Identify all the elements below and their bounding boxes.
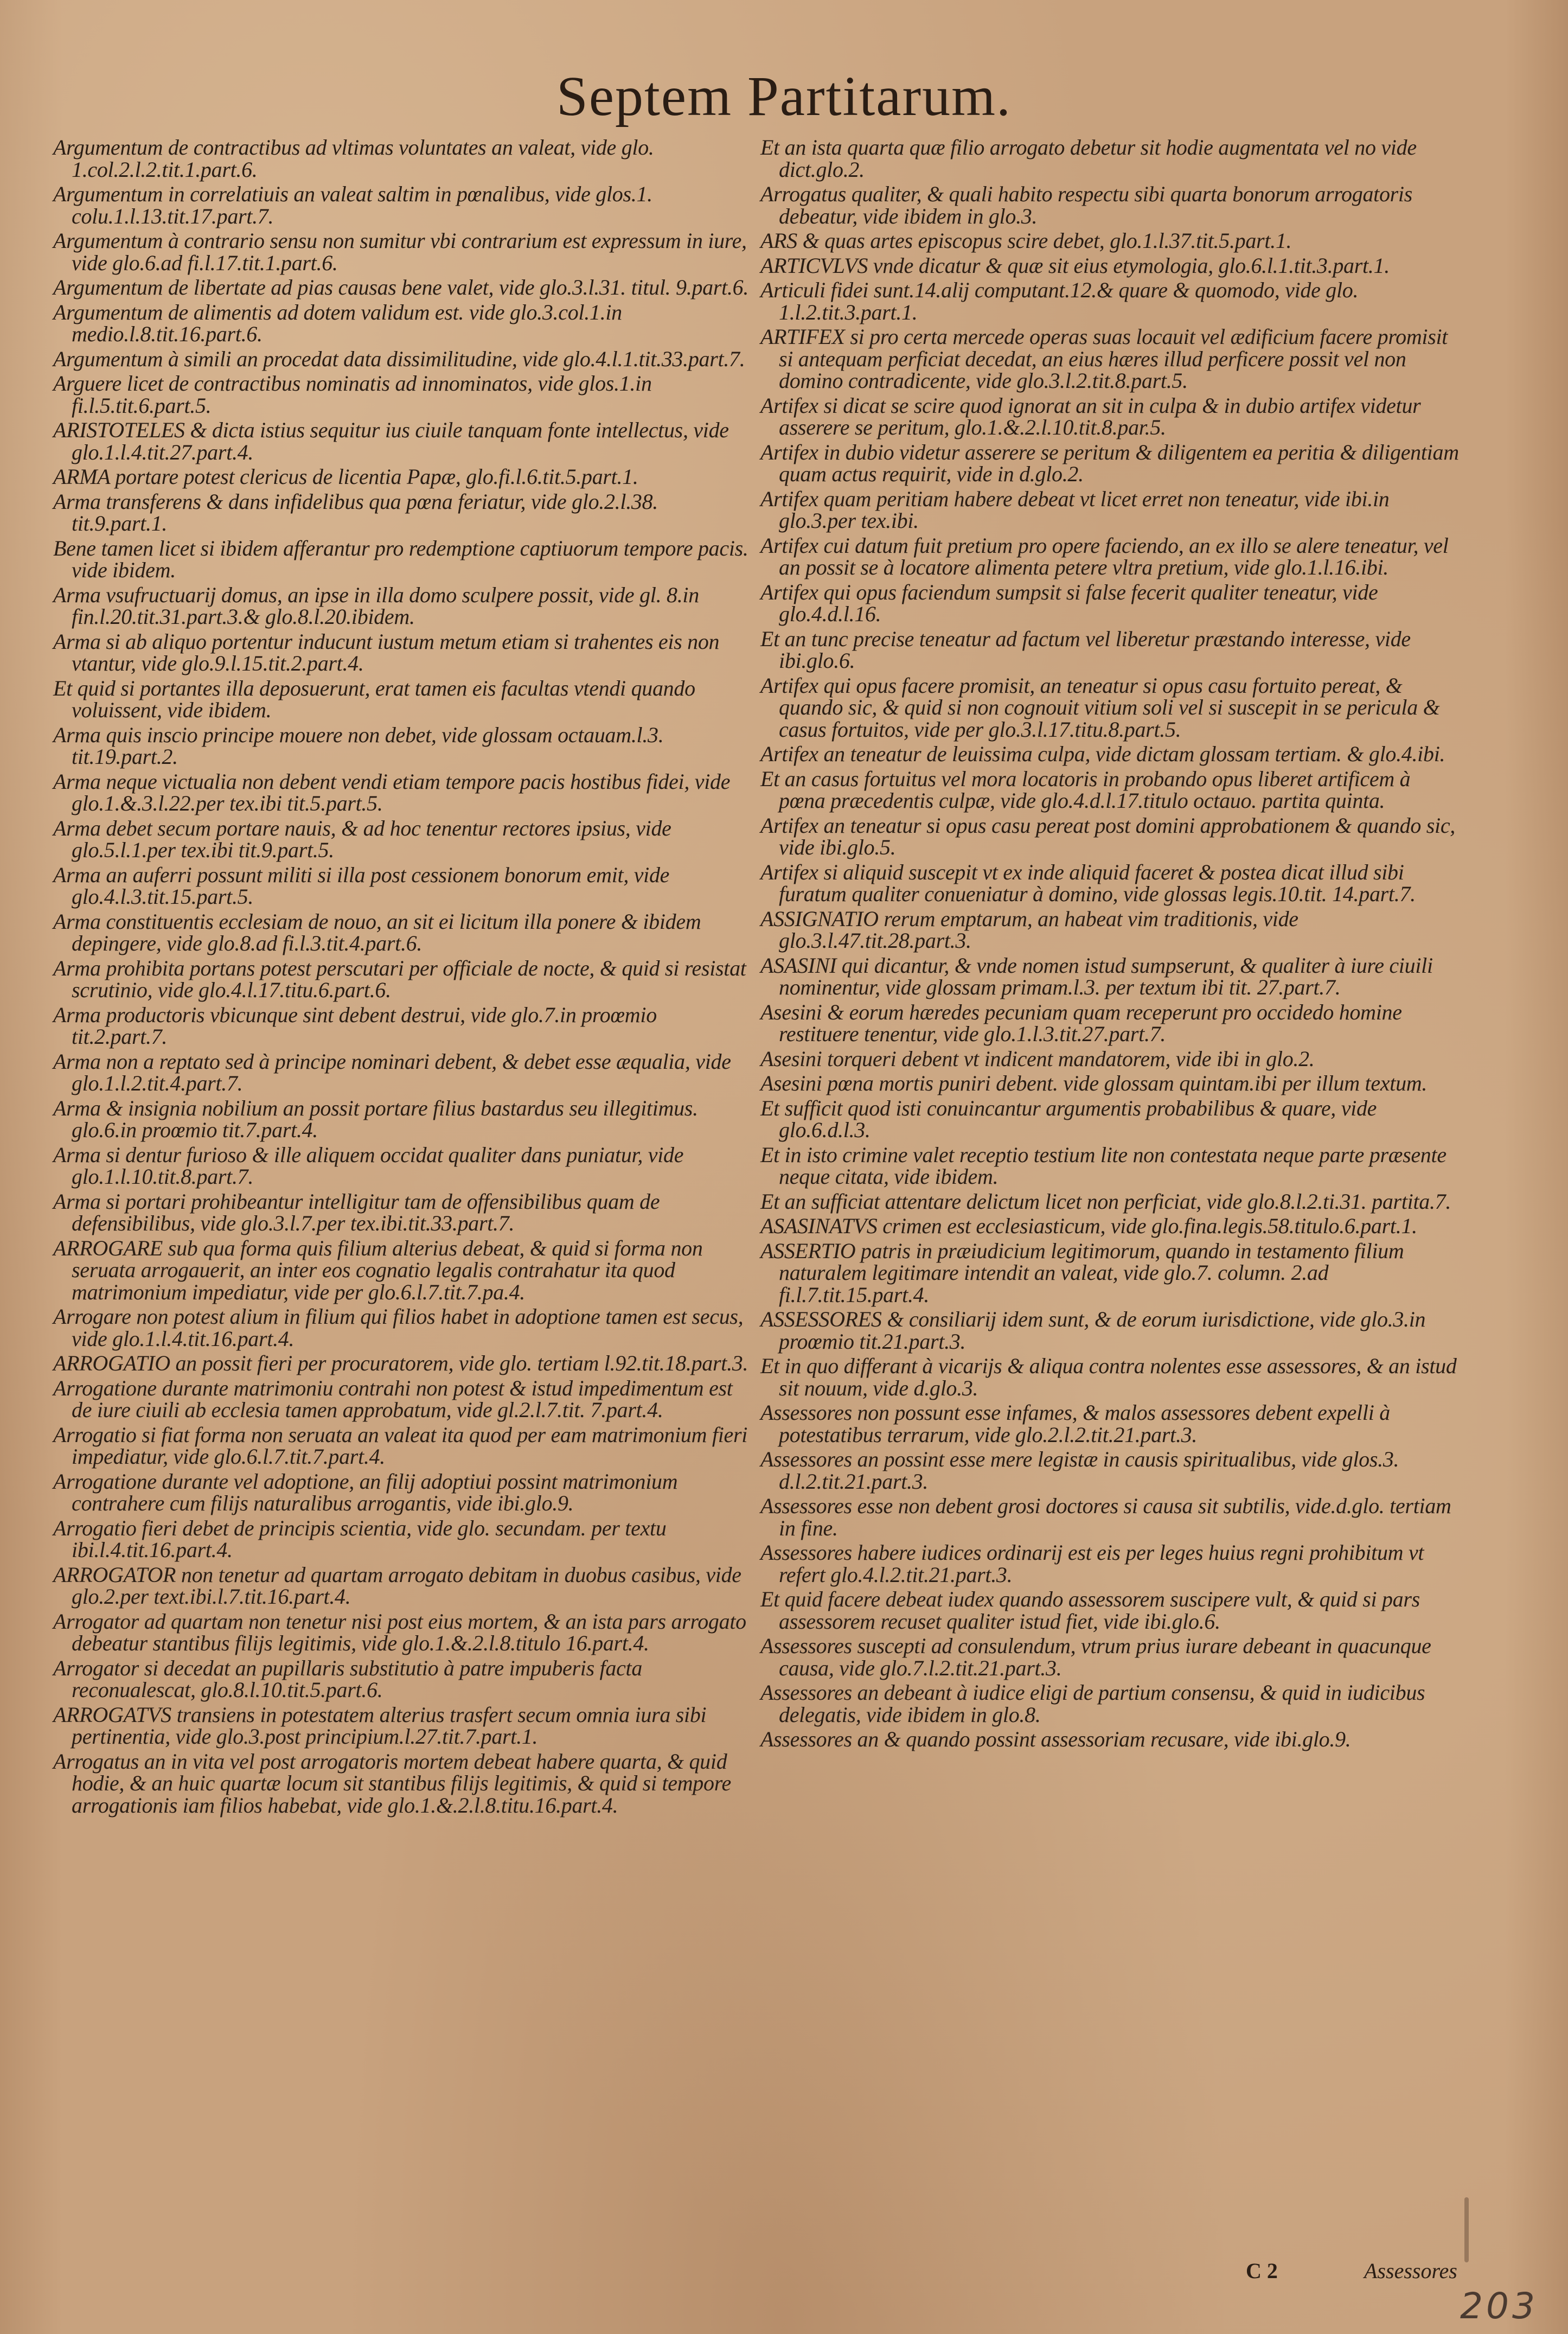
index-entry: Assessores suscepti ad consulendum, vtrum prius iurare debeant in quacunque causa, vide glo.7.l.2.tit.21.part.3. [760,1634,1431,1680]
index-entry: ARROGATVS transiens in potestatem alterius trasfert secum omnia iura sibi pertinentia, vide glo.3.post principium.l.27.tit.7.part.1. [53,1702,707,1749]
index-entry: Arma quis inscio principe mouere non debet, vide glossam octauam.l.3. tit.19.part.2. [53,722,664,769]
index-entry: ASSIGNATIO rerum emptarum, an habeat vim traditionis, vide glo.3.l.47.tit.28.part.3. [760,906,1298,953]
index-entry: ARS & quas artes episcopus scire debet, glo.1.l.37.tit.5.part.1. [760,228,1292,253]
index-entry: Asesini pœna mortis puniri debent. vide glossam quintam.ibi per illum textum. [760,1071,1428,1095]
index-entry: Arma si ab aliquo portentur inducunt iustum metum etiam si trahentes eis non vtantur, vide glo.9.l.15.tit.2.part.4. [53,629,720,675]
catchword: Assessores [1364,2259,1457,2283]
index-entry: Argumentum de libertate ad pias causas bene valet, vide glo.3.l.31. titul. 9.part.6. [53,275,749,299]
index-entry: Artifex an teneatur si opus casu pereat post domini approbationem & quando sic, vide ibi.glo.5. [760,813,1456,859]
index-entry: ARROGARE sub qua forma quis filium alterius debeat, & quid si forma non seruata arrogauerit, an inter eos cognatio legalis contrahatur ita quod matrimonium impediatur, vide per glo.6.l.7.tit.7.pa.4. [53,1235,703,1304]
index-entry: Arma an auferri possunt militi si illa post cessionem bonorum emit, vide glo.4.l.3.tit.15.part.5. [53,862,670,909]
index-entry: Arguere licet de contractibus nominatis ad innominatos, vide glos.1.in fi.l.5.tit.6.part.5. [53,371,652,418]
index-entry: Arma vsufructuarij domus, an ipse in illa domo sculpere possit, vide gl. 8.in fin.l.20.tit.31.part.3.& glo.8.l.20.ibidem. [53,582,699,629]
index-entry: Et quid si portantes illa deposuerunt, erat tamen eis facultas vtendi quando voluissent, vide ibidem. [53,675,695,722]
index-entry: Assessores an debeant à iudice eligi de partium consensu, & quid in iudicibus delegatis, vide ibidem in glo.8. [760,1680,1425,1727]
index-entry: Et an casus fortuitus vel mora locatoris in probando opus liberet artificem à pœna præcedentis culpæ, vide glo.4.d.l.17.titulo octauo. partita quinta. [760,766,1411,813]
index-entry: Arrogatus qualiter, & quali habito respectu sibi quarta bonorum arrogatoris debeatur, vide ibidem in glo.3. [760,182,1413,228]
index-entry: Et quid facere debeat iudex quando assessorem suscipere vult, & quid si pars assessorem recuset qualiter istud fiet, vide ibi.glo.6. [760,1587,1420,1634]
index-entry: Asesini torqueri debent vt indicent mandatorem, vide ibi in glo.2. [760,1046,1315,1071]
index-entry: Arma debet secum portare nauis, & ad hoc tenentur rectores ipsius, vide glo.5.l.1.per tex.ibi tit.9.part.5. [53,815,671,862]
index-entry: Arrogatus an in vita vel post arrogatoris mortem debeat habere quarta, & quid hodie, & an huic quartæ locum sit stantibus filijs legitimis, & quid si tempore arrogationis iam filios habebat, vide glo.1.&.2.l.8.titu.16.part.4. [53,1749,731,1818]
index-entry: Arma productoris vbicunque sint debent destrui, vide glo.7.in proœmio tit.2.part.7. [53,1002,657,1049]
index-entry: Et in isto crimine valet receptio testium lite non contestata neque parte præsente neque citata, vide ibidem. [760,1142,1447,1189]
index-entry: Arrogator si decedat an pupillaris substitutio à patre impuberis facta reconualescat, glo.8.l.10.tit.5.part.6. [53,1655,643,1702]
index-entry: Arma neque victualia non debent vendi etiam tempore pacis hostibus fidei, vide glo.1.&.3.l.22.per tex.ibi tit.5.part.5. [53,769,731,815]
index-entry: Argumentum de alimentis ad dotem validum est. vide glo.3.col.1.in medio.l.8.tit.16.part.6. [53,299,622,346]
index-column-left [53,137,753,1819]
index-entry: Artifex in dubio videtur asserere se peritum & diligentem ea peritia & diligentiam quam actus requirit, vide in d.glo.2. [760,439,1459,486]
index-entry: Arrogatione durante matrimoniu contrahi non potest & istud impedimentum est de iure ciuili ab ecclesia tamen approbatum, vide gl.2.l.7.tit. 7.part.4. [53,1375,733,1422]
index-entry: Et an ista quarta quæ filio arrogato debetur sit hodie augmentata vel no vide dict.glo.2. [760,135,1417,182]
index-entry: Assessores habere iudices ordinarij est eis per leges huius regni prohibitum vt refert glo.4.l.2.tit.21.part.3. [760,1540,1424,1587]
index-entry: Asesini & eorum hæredes pecuniam quam receperunt pro occidedo homine restituere tenentur, vide glo.1.l.3.tit.27.part.7. [760,999,1402,1046]
folio-number: 203 [1460,2285,1538,2327]
signature-mark: C 2 [1246,2259,1278,2283]
index-entry: Et an sufficiat attentare delictum licet non perficiat, vide glo.8.l.2.ti.31. partita.7. [760,1189,1451,1214]
index-entry: ARMA portare potest clericus de licentia Papæ, glo.fi.l.6.tit.5.part.1. [53,464,638,489]
index-entry: Artifex qui opus facere promisit, an teneatur si opus casu fortuito pereat, & quando sic, & quid si non cognouit vitium soli vel si suscepit in se pericula & casus fortuitos, vide per glo.3.l.17.titu.8.part.5. [760,673,1440,742]
index-entry: ARTICVLVS vnde dicatur & quæ sit eius etymologia, glo.6.l.1.tit.3.part.1. [760,253,1390,278]
index-entry: Et in quo differant à vicarijs & aliqua contra nolentes esse assessores, & an istud sit nouum, vide d.glo.3. [760,1354,1457,1400]
index-entry: Artifex cui datum fuit pretium pro opere faciendo, an ex illo se alere teneatur, vel an possit se à locatore alimenta petere vltra pretium, vide glo.1.l.16.ibi. [760,533,1449,579]
index-entry: Assessores non possunt esse infames, & malos assessores debent expelli à potestatibus terrarum, vide glo.2.l.2.tit.21.part.3. [760,1400,1390,1447]
ink-mark [1464,2197,1469,2262]
page-title: Septem Partitarum. [556,65,1012,127]
index-entry: Arrogator ad quartam non tenetur nisi post eius mortem, & an ista pars arrogato debeatur stantibus filijs legitimis, vide glo.1.&.2.l.8.titulo 16.part.4. [53,1609,746,1655]
index-entry: Arma constituentis ecclesiam de nouo, an sit ei licitum illa ponere & ibidem depingere, vide glo.8.ad fi.l.3.tit.4.part.6. [53,909,701,955]
index-entry: Argumentum à simili an procedat data dissimilitudine, vide glo.4.l.1.tit.33.part.7. [53,346,745,371]
index-entry: Artifex si dicat se scire quod ignorat an sit in culpa & in dubio artifex videtur asserere se peritum, glo.1.&.2.l.10.tit.8.par.5. [760,393,1421,439]
index-entry: ASASINATVS crimen est ecclesiasticum, vide glo.fina.legis.58.titulo.6.part.1. [760,1214,1417,1238]
index-entry: Assessores an possint esse mere legistæ in causis spiritualibus, vide glos.3. d.l.2.tit.21.part.3. [760,1447,1399,1494]
index-entry: Arma si portari prohibeantur intelligitur tam de offensibilibus quam de defensibilibus, vide glo.3.l.7.per tex.ibi.tit.33.part.7. [53,1189,660,1235]
index-entry: ASASINI qui dicantur, & vnde nomen istud sumpserunt, & qualiter à iure ciuili nominentur, vide glossam primam.l.3. per textum ibi tit. 27.part.7. [760,953,1433,999]
index-entry: Artifex an teneatur de leuissima culpa, vide dictam glossam tertiam. & glo.4.ibi. [760,742,1445,766]
index-entry: ASSERTIO patris in præiudicium legitimorum, quando in testamento filium naturalem legitimare intendit an valeat, vide glo.7. column. 2.ad fi.l.7.tit.15.part.4. [760,1238,1404,1307]
index-entry: Artifex quam peritiam habere debeat vt licet erret non teneatur, vide ibi.in glo.3.per tex.ibi. [760,486,1390,533]
index-entry: Arrogatione durante vel adoptione, an filij adoptiui possint matrimonium contrahere cum filijs naturalibus arrogantis, vide ibi.glo.9. [53,1469,678,1515]
index-entry: Assessores an & quando possint assessoriam recusare, vide ibi.glo.9. [760,1727,1351,1751]
index-entry: Arma si dentur furioso & ille aliquem occidat qualiter dans puniatur, vide glo.1.l.10.tit.8.part.7. [53,1142,684,1189]
index-entry: Argumentum à contrario sensu non sumitur vbi contrarium est expressum in iure, vide glo.6.ad fi.l.17.tit.1.part.6. [53,228,747,275]
index-entry: Et an tunc precise teneatur ad factum vel liberetur præstando interesse, vide ibi.glo.6. [760,626,1411,673]
index-entry: Arrogare non potest alium in filium qui filios habet in adoptione tamen est secus, vide glo.1.l.4.tit.16.part.4. [53,1304,744,1351]
index-entry: Articuli fidei sunt.14.alij computant.12.& quare & quomodo, vide glo. 1.l.2.tit.3.part.1. [760,278,1359,324]
index-entry: Arma prohibita portans potest perscutari per officiale de nocte, & quid si resistat scrutinio, vide glo.4.l.17.titu.6.part.6. [53,955,746,1002]
index-entry: Et sufficit quod isti conuincantur argumentis probabilibus & quare, vide glo.6.d.l.3. [760,1095,1377,1142]
index-entry: ARTIFEX si pro certa mercede operas suas locauit vel ædificium facere promisit si antequam perficiat decedat, an eius hæres illud perficere possit vel non domino contradicente, vide glo.3.l.2.tit.8.part.5. [760,324,1448,393]
index-entry: ASSESSORES & consiliarij idem sunt, & de eorum iurisdictione, vide glo.3.in proœmio tit.21.part.3. [760,1307,1426,1354]
index-entry: Assessores esse non debent grosi doctores si causa sit subtilis, vide.d.glo. tertiam in fine. [760,1494,1451,1540]
index-entry: Arma non a reptato sed à principe nominari debent, & debet esse æqualia, vide glo.1.l.2.tit.4.part.7. [53,1049,731,1095]
index-entry: Argumentum in correlatiuis an valeat saltim in pœnalibus, vide glos.1. colu.1.l.13.tit.17.part.7. [53,182,652,228]
index-entry: Bene tamen licet si ibidem afferantur pro redemptione captiuorum tempore pacis. vide ibidem. [53,535,748,582]
index-entry: Arrogatio fieri debet de principis scientia, vide glo. secundam. per textu ibi.l.4.tit.16.part.4. [53,1515,667,1562]
index-entry: Artifex qui opus faciendum sumpsit si false fecerit qualiter teneatur, vide glo.4.d.l.16. [760,579,1378,626]
index-entry: ARROGATIO an possit fieri per procuratorem, vide glo. tertiam l.92.tit.18.part.3. [53,1351,748,1375]
index-entry: Arrogatio si fiat forma non seruata an valeat ita quod per eam matrimonium fieri impediatur, vide glo.6.l.7.tit.7.part.4. [53,1422,748,1469]
index-column-right [760,137,1460,1753]
index-entry: Artifex si aliquid suscepit vt ex inde aliquid faceret & postea dicat illud sibi furatum qualiter conueniatur à domino, vide glossas legis.10.tit. 14.part.7. [760,859,1416,906]
index-entry: Argumentum de contractibus ad vltimas voluntates an valeat, vide glo. 1.col.2.l.2.tit.1.part.6. [53,135,654,182]
index-entry: ARISTOTELES & dicta istius sequitur ius ciuile tanquam fonte intellectus, vide glo.1.l.4.tit.27.part.4. [53,418,729,464]
index-entry: Arma & insignia nobilium an possit portare filius bastardus seu illegitimus. glo.6.in proœmio tit.7.part.4. [53,1095,698,1142]
index-entry: Arma transferens & dans infidelibus qua pœna feriatur, vide glo.2.l.38. tit.9.part.1. [53,489,658,535]
index-entry: ARROGATOR non tenetur ad quartam arrogato debitam in duobus casibus, vide glo.2.per text.ibi.l.7.tit.16.part.4. [53,1562,741,1609]
